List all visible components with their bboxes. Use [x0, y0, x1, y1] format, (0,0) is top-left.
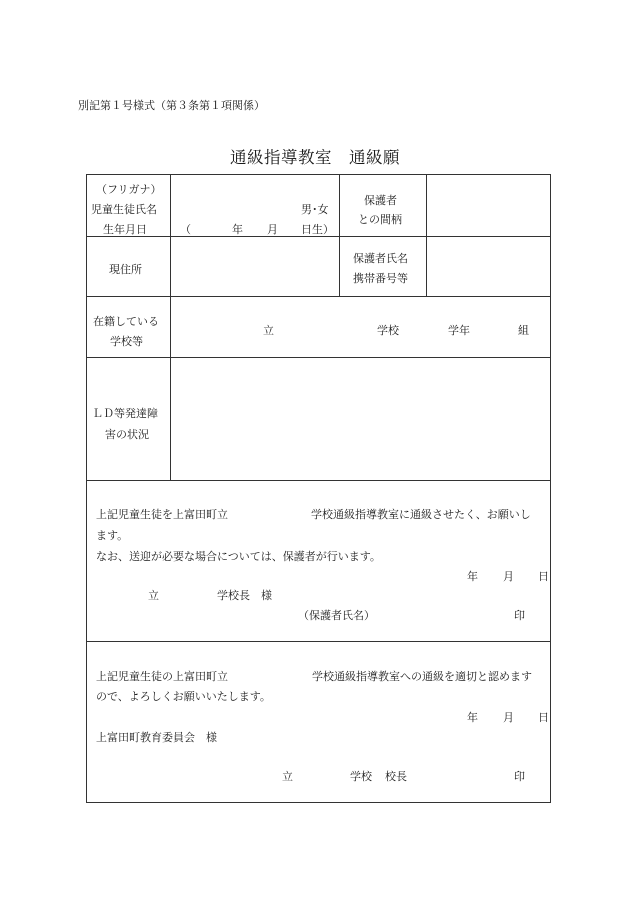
address-label: 現住所	[109, 263, 142, 276]
guardian-seal-mark: 印	[514, 609, 525, 622]
request-day-unit: 日	[538, 570, 549, 583]
approval-text-line2: ので、よろしくお願いいたします。	[96, 690, 271, 703]
approval-text-line1a: 上記児童生徒の上富田町立	[96, 670, 228, 683]
row-divider	[86, 296, 551, 297]
column-divider	[170, 174, 171, 480]
application-form-table	[86, 174, 551, 803]
birth-year-unit: 年	[232, 223, 243, 236]
furigana-label: （フリガナ）	[96, 183, 162, 196]
guardian-name-label: 保護者氏名	[353, 252, 408, 265]
approval-day-unit: 日	[538, 711, 549, 724]
board-of-education-addressee: 上富田町教育委員会 様	[96, 731, 217, 744]
enrolled-school-label-line1: 在籍している	[93, 315, 159, 328]
mobile-number-label: 携帯番号等	[353, 272, 408, 285]
page-title: 通級指導教室 通級願	[230, 148, 400, 167]
student-name-label: 児童生徒氏名	[91, 203, 157, 216]
approval-year-unit: 年	[467, 711, 478, 724]
request-text-line3: なお、送迎が必要な場合については、保護者が行います。	[96, 550, 381, 563]
birthdate-label: 生年月日	[103, 223, 147, 236]
request-text-line1b: 学校通級指導教室に通級させたく、お願いし	[311, 508, 531, 521]
row-divider	[86, 357, 551, 358]
class-unit: 組	[518, 324, 529, 337]
relation-label-line1: 保護者	[364, 194, 397, 207]
grade-unit: 学年	[448, 324, 470, 337]
ld-status-label-line1: ＬＤ等発達障	[92, 407, 158, 420]
request-text-line2: ます。	[96, 529, 129, 542]
approval-school-unit: 学校	[350, 770, 372, 783]
approval-text-line1b: 学校通級指導教室への通級を適切と認めます	[312, 670, 532, 683]
principal-ritsu-unit: 立	[148, 589, 159, 602]
request-text-line1a: 上記児童生徒を上富田町立	[96, 508, 228, 521]
school-ritsu-unit: 立	[263, 324, 274, 337]
approval-month-unit: 月	[503, 711, 514, 724]
column-divider	[426, 174, 427, 296]
birth-month-unit: 月	[267, 223, 278, 236]
relation-label-line2: との間柄	[358, 213, 402, 226]
request-year-unit: 年	[467, 570, 478, 583]
guardian-name-caption: （保護者氏名）	[298, 609, 375, 622]
birthdate-open-paren: （	[180, 223, 191, 236]
principal-seal-mark: 印	[514, 770, 525, 783]
school-unit: 学校	[377, 324, 399, 337]
request-month-unit: 月	[503, 570, 514, 583]
column-divider	[339, 174, 340, 296]
row-divider	[86, 480, 551, 481]
approval-ritsu-unit: 立	[282, 770, 293, 783]
ld-status-label-line2: 害の状況	[105, 428, 149, 441]
approval-principal-label: 校長	[385, 770, 407, 783]
birth-day-unit: 日生）	[301, 223, 334, 236]
enrolled-school-label-line2: 学校等	[110, 335, 143, 348]
gender-options[interactable]: 男･女	[301, 203, 329, 216]
form-number: 別記第１号様式（第３条第１項関係）	[78, 99, 265, 112]
row-divider	[86, 641, 551, 642]
principal-addressee: 学校長 様	[217, 589, 272, 602]
